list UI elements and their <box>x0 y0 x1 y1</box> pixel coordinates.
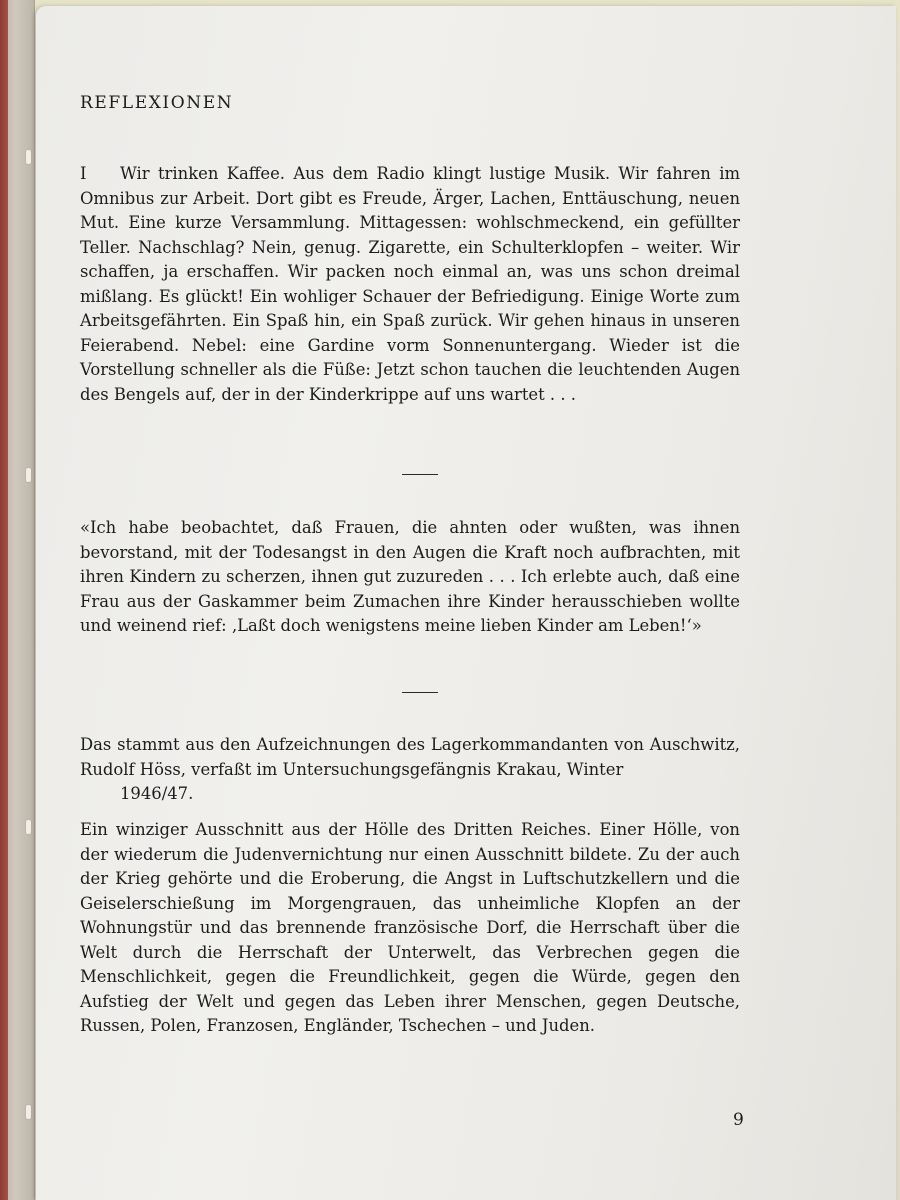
binding-stitch <box>26 150 31 164</box>
binding-stitch <box>26 820 31 834</box>
book-binding <box>0 0 35 1200</box>
paragraph-section-1 <box>80 162 740 407</box>
source-paragraph <box>80 733 740 807</box>
source-text: Das stammt aus den Aufzeichnungen des Lagerkommandanten von Auschwitz, Rudolf Höss, verfaßt im Untersuchungsgefängnis Krakau, Winter <box>80 735 740 779</box>
source-date: 1946/47. <box>120 784 194 803</box>
chapter-title: REFLEXIONEN <box>80 93 234 113</box>
binding-stitch <box>26 468 31 482</box>
binding-cover-edge <box>0 0 8 1200</box>
reflection-text: Ein winziger Ausschnitt aus der Hölle des Dritten Reiches. Einer Hölle, von der wiederum die Judenvernichtung nur einen Ausschnitt bildete. Zu der auch der Krieg gehörte und die Eroberung, die Angst in Luftschutzkellern und die Geiselerschießung im Morgengrauen, das unheimliche Klopfen an der Wohnungstür und das brennende französische Dorf, die Herrschaft über die Welt durch die Herrschaft der Unterwelt, das Verbrechen gegen die Menschlichkeit, gegen die Freundlichkeit, gegen die Würde, gegen den Aufstieg der Welt und gegen das Leben ihrer Menschen, gegen Deutsche, Russen, Polen, Franzosen, Engländer, Tschechen – und Juden. <box>80 820 740 1035</box>
page-number: 9 <box>733 1110 744 1130</box>
quotation-paragraph <box>80 516 740 639</box>
section-divider <box>402 474 438 475</box>
reflection-paragraph <box>80 818 740 1039</box>
section-divider <box>402 692 438 693</box>
quotation-text: «Ich habe beobachtet, daß Frauen, die ahnten oder wußten, was ihnen bevorstand, mit der Todesangst in den Augen die Kraft noch aufbrachten, mit ihren Kindern zu scherzen, ihnen gut zuzureden . . . Ich erlebte auch, daß eine Frau aus der Gaskammer beim Zumachen ihre Kinder herausschieben wollte und weinend rief: ‚Laßt doch wenigstens meine lieben Kinder am Leben!‘» <box>80 518 740 635</box>
paragraph-1-text: Wir trinken Kaffee. Aus dem Radio klingt lustige Musik. Wir fahren im Omnibus zur Arbeit. Dort gibt es Freude, Ärger, Lachen, Enttäuschung, neuen Mut. Eine kurze Versammlung. Mittagessen: wohlschmeckend, ein gefüllter Teller. Nachschlag? Nein, genug. Zigarette, ein Schulterklopfen – weiter. Wir schaffen, ja erschaffen. Wir packen noch einmal an, was uns schon dreimal mißlang. Es glückt! Ein wohliger Schauer der Befriedigung. Einige Worte zum Arbeitsgefährten. Ein Spaß hin, ein Spaß zurück. Wir gehen hinaus in unseren Feierabend. Nebel: eine Gardine vorm Sonnenuntergang. Wieder ist die Vorstellung schneller als die Füße: Jetzt schon tauchen die leuchtenden Augen des Bengels auf, der in der Kinderkrippe auf uns wartet . . . <box>80 164 740 404</box>
section-number: I <box>80 164 87 183</box>
binding-stitch <box>26 1105 31 1119</box>
